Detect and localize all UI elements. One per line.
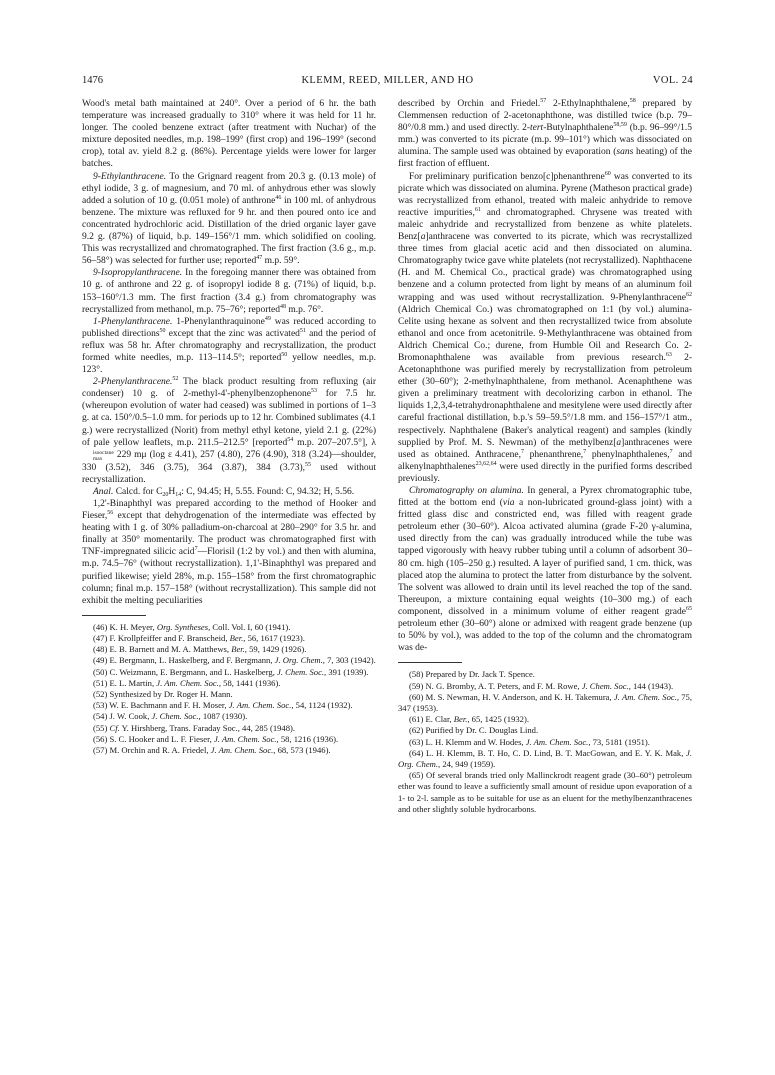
footnote: (57) M. Orchin and R. A. Friedel, J. Am. Chem. Soc., 68, 573 (1946). xyxy=(93,745,331,756)
paragraph-2-phenylanthracene: 2-Phenylanthracene.$^{52}$ The black product resulting from refluxing (air condenser) 10 g. of 2-methyl-4'-phenylbenzophenone$^{53}$ for 7.5 hr. (whereupon evolution of water had ceased) was sublimed in portions of 1–3 g. at ca. 150°/0.5–1.0 mm. for periods up to 12 hr. Combined sublimates (4.1 g.) were recrystallized (Norit) from methyl ethyl ketone, yield 2.1 g. (22%) of pale yellow leaflets, m.p. 211.5–212.5° [reported$^{54}$ m.p. 207–207.5°], λ isooctane max 229 mμ (log ε 4.41), 257 (4.80), 276 (4.90), 318 (3.24)—shoulder, 330 (3.52), 346 (3.75), 364 (3.87), 384 (3.73),$^{55}$ used without recrystallization. xyxy=(82,376,376,485)
section-title: 9-Ethylanthracene. xyxy=(93,171,167,182)
paragraph-analysis: Anal. Calcd. for $C_{20}H_{14}$: C, 94.45; H, 5.55. Found: C, 94.32; H, 5.56. xyxy=(93,486,355,498)
section-title: Chromatography on alumina. xyxy=(409,486,524,496)
footnote: (55) Cf. Y. Hirshberg, Trans. Faraday Soc., 44, 285 (1948). xyxy=(93,722,296,733)
footnote: (60) M. S. Newman, H. V. Anderson, and K. H. Takemura, J. Am. Chem. Soc., 75, 347 (1953). xyxy=(398,691,692,713)
footnote: (59) N. G. Bromby, A. T. Peters, and F. M. Rowe, J. Chem. Soc., 144 (1943). xyxy=(409,680,674,691)
footnote: (63) L. H. Klemm and W. Hodes, J. Am. Chem. Soc., 73, 5181 (1951). xyxy=(409,736,650,747)
footnote: (46) K. H. Meyer, Org. Syntheses, Coll. Vol. I, 60 (1941). xyxy=(93,621,291,632)
footnote: (50) C. Weizmann, E. Bergmann, and L. Haskelberg, J. Chem. Soc., 391 (1939). xyxy=(93,666,369,677)
paragraph-1-phenylanthracene: 1-Phenylanthracene. 1-Phenylanthraquinone$^{49}$ was reduced according to published directions$^{50}$ except that the zinc was activated$^{51}$ and the period of reflux was 58 hr. After chromatography and recrystallization, the product formed white needles, m.p. 113–114.5°; reported$^{50}$ yellow needles, m.p. 123°. xyxy=(82,315,376,376)
page-header xyxy=(82,74,693,88)
paragraph-9-isopropylanthracene: 9-Isopropylanthracene. In the foregoing manner there was obtained from 10 g. of anthrone and 22 g. of isopropyl iodide 8 g. (71%) of liquid, b.p. 153–160°/1.3 mm. The first fraction (3.4 g.) from chromatography was recrystallized from methanol, m.p. 75–76°; reported$^{48}$ m.p. 76°. xyxy=(82,268,376,315)
footnote-divider xyxy=(82,615,146,616)
paragraph-purification: For preliminary purification benzo[c]phenanthrene$^{60}$ was converted to its picrate which was dissociated on alumina. Pyrene (Matheson practical grade) was recrystallized from ethanol, treated with maleic anhydride to remove reactive impurities,$^{61}$ and chromatographed. Chrysene was treated with maleic anhydride and recrystallized from benzene as white platelets. Benz[a]anthracene was converted to its picrate, which was recrystallized three times from glacial acetic acid and then dissociated on alumina. Chromatography twice gave white platelets (not recrystallized). Naphthacene (H. and M. Chemical Co., practical grade) was chromatographed using benzene and a column protected from light by means of an aluminum foil wrapping and was used without recrystallization. 9-Phenylanthracene$^{62}$ (Aldrich Chemical Co.) was chromatographed on 1:1 (by vol.) alumina-Celite using hexane as solvent and then recrystallized twice from absolute ethanol and once from acetonitrile. 9-Methylanthracene was obtained from Aldrich Chemical Co.; durene, from Humble Oil and Research Co. 2-Bromonaphthalene was available from previous research.$^{63}$ 2-Acetonaphthone was purified merely by recrystallization from petroleum ether (30–60°); 2-methylnaphthalene, from methanol. Acenaphthene was given a preliminary treatment with decolorizing carbon in ethanol. The liquids 1,2,3,4-tetrahydronaphthalene and mesitylene were used directly after careful fractional distillation, b.p.'s 59–59.5°/1.8 mm. and 156–157°/1 atm., respectively. Naphthalene (Baker's analytical reagent) and samples (kindly supplied by Prof. M. S. Newman) of the methylbenz[a]anthracenes were used as obtained. Anthracene,$^7$ phenanthrene,$^7$ phenylnaphthalenes,$^7$ and alkenylnaphthalenes$^{23,62,64}$ were used directly in the purified forms described previously. xyxy=(398,170,693,484)
footnote: (61) E. Clar, Ber., 65, 1425 (1932). xyxy=(409,714,529,725)
footnote: (64) L. H. Klemm, B. T. Ho, C. D. Lind, B. T. MacGowan, and E. Y. K. Mak, J. Org. Chem., 24, 949 (1959). xyxy=(398,747,692,769)
footnote: (56) S. C. Hooker and L. F. Fieser, J. Am. Chem. Soc., 58, 1216 (1936). xyxy=(93,733,339,744)
paragraph: Wood's metal bath maintained at 240°. Over a period of 6 hr. the bath temperature was increased gradually to 310° where it was held for 11 hr. longer. The cooled benzene extract (after treatment with Nuchar) of the mixture deposited needles, m.p. 198–199° (first crop) and 196–199° (second crop), total av. yield 8.2 g. (86%). Percentage yields were lower for larger batches. xyxy=(82,99,376,170)
paragraph-continued: described by Orchin and Friedel.$^{57}$ 2-Ethylnaphthalene,$^{58}$ prepared by Clemmensen reduction of 2-acetonaphthone, was distilled twice (b.p. 79–80°/0.8 mm.) and used directly. 2-tert-Butylnaphthalene$^{58,59}$ (b.p. 96–99°/1.5 mm.) was converted to its picrate (m.p. 99–101°) which was dissociated on alumina. The sample used was obtained by evaporation (sans heating) of the first fraction of effluent. xyxy=(398,98,693,170)
right-column xyxy=(398,98,692,815)
footnote: (47) F. Krollpfeiffer and F. Branscheid, Ber., 56, 1617 (1923). xyxy=(93,633,305,644)
page-number: 1476 xyxy=(82,75,103,86)
footnote: (54) J. W. Cook, J. Chem. Soc., 1087 (1930). xyxy=(93,711,248,722)
section-title: 9-Isopropylanthracene. xyxy=(93,268,183,279)
running-title: KLEMM, REED, MILLER, AND HO xyxy=(301,75,474,86)
footnote: (52) Synthesized by Dr. Roger H. Mann. xyxy=(93,689,233,700)
paragraph-binaphthyl: 1,2'-Binaphthyl was prepared according to the method of Hooker and Fieser,$^{56}$ except that dehydrogenation of the intermediate was effected by heating with 1 g. of 30% palladium-on-charcoal at 280–290° for 3.5 hr. and finally at 350° momentarily. The product was chromatographed first with TNF-impregnated silicic acid$^7$—Florisil (1:2 by vol.) and then with alumina, m.p. 74.5–76° (without recrystallization). 1,1'-Binaphthyl was prepared and purified likewise; yield 28%, m.p. 155–158° from the first chromatographic column; final m.p. 157–158° (without recrystallization). This sample did not exhibit the melting peculiarities xyxy=(82,499,377,606)
footnotes-right xyxy=(398,669,692,815)
footnote: (62) Purified by Dr. C. Douglas Lind. xyxy=(409,725,539,736)
paragraph-chromatography: Chromatography on alumina. In general, a Pyrex chromatographic tube, fitted at the bottom end (via a non-lubricated ground-glass joint) with a fritted glass disc and constricted end, was filled with reagent grade petroleum ether (30–60°). Alcoa activated alumina (grade F-20 γ-alumina, used directly from the can) was gradually introduced while the tube was tapped vigorously with heavy rubber tubing until a column of adsorbent 30–80 cm. high (105–250 g.) resulted. A layer of purified sand, 1 cm. thick, was placed atop the alumina to protect the latter from disturbance by the solvent. The solvent was allowed to drain until its level reached the top of the sand. Thereupon, a mixture containing equal weights (10–300 mg.) of each component, dissolved in a minimum volume of either reagent grade$^{65}$ petroleum ether (30–60°) alone or admixed with reagent grade benzene (up to 50% by vol.), was added to the top of the column and the chromatogram was de- xyxy=(398,486,692,654)
left-column xyxy=(82,98,376,756)
footnotes-left xyxy=(82,622,376,756)
section-title: 1-Phenylanthracene. xyxy=(93,316,173,327)
footnote-divider xyxy=(398,662,462,663)
footnote: (51) E. L. Martin, J. Am. Chem. Soc., 58, 1441 (1936). xyxy=(93,677,281,688)
footnote: (53) W. E. Bachmann and F. H. Moser, J. Am. Chem. Soc., 54, 1124 (1932). xyxy=(93,700,353,711)
footnote: (48) E. B. Barnett and M. A. Matthews, Ber., 59, 1429 (1926). xyxy=(93,644,307,655)
footnote: (58) Prepared by Dr. Jack T. Spence. xyxy=(409,669,535,680)
volume-label: VOL. 24 xyxy=(652,75,693,86)
footnote: (49) E. Bergmann, L. Haskelberg, and F. Bergmann, J. Org. Chem., 7, 303 (1942). xyxy=(93,655,376,666)
section-title: 2-Phenylanthracene. xyxy=(93,377,173,388)
paragraph-9-ethylanthracene: 9-Ethylanthracene. To the Grignard reagent from 20.3 g. (0.13 mole) of ethyl iodide, 3 g. of magnesium, and 70 ml. of anhydrous ether was slowly added a solution of 10 g. (0.051 mole) of anthrone$^{46}$ in 100 ml. of anhydrous benzene. The mixture was refluxed for 9 hr. and then poured onto ice and concentrated hydrochloric acid. Distillation of the dried organic layer gave 9.2 g. (87%) of liquid, b.p. 149–156°/1 mm. which solidified on cooling. This was recrystallized and chromatographed. The first fraction (3.6 g., m.p. 56–58°) was selected for further use; reported$^{47}$ m.p. 59°. xyxy=(82,171,376,267)
footnote: (65) Of several brands tried only Mallinckrodt reagent grade (30–60°) petroleum ether was found to leave a sufficiently small amount of residue upon evaporation of a 1- to 2-l. sample as to be suitable for use as an eluent for the methylbenzanthracenes and other slightly soluble hydrocarbons. xyxy=(398,770,692,814)
